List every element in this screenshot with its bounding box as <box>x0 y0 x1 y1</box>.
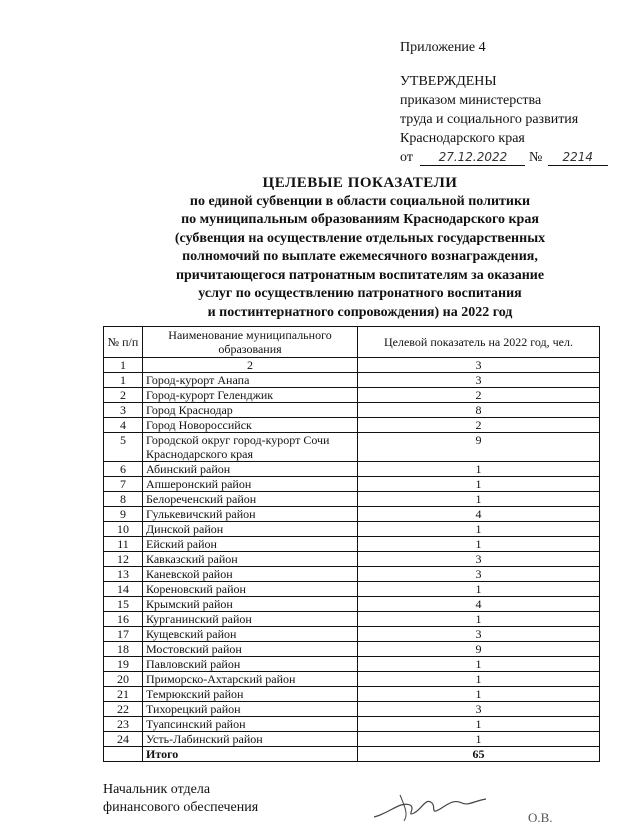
table-row <box>104 657 600 672</box>
municipality-name: Темрюкский район <box>143 687 358 702</box>
table-row <box>104 492 600 507</box>
municipality-name: Усть-Лабинский район <box>143 732 358 747</box>
target-value: 2 <box>358 388 600 403</box>
table-row <box>104 403 600 418</box>
target-value: 3 <box>358 373 600 388</box>
table-row <box>104 552 600 567</box>
row-number: 18 <box>104 642 143 657</box>
header-name: Наименование муниципального образования <box>143 327 358 358</box>
row-number: 3 <box>104 403 143 418</box>
document-heading <box>80 174 640 322</box>
target-value: 4 <box>358 597 600 612</box>
municipality-name: Город-курорт Геленджик <box>143 388 358 403</box>
column-number: 3 <box>358 358 600 373</box>
target-value: 1 <box>358 582 600 597</box>
approved-label: УТВЕРЖДЕНЫ <box>400 74 497 89</box>
table-row <box>104 702 600 717</box>
municipality-name: Городской округ город-курорт Сочи Краснодарского края <box>143 433 358 462</box>
row-number: 13 <box>104 567 143 582</box>
signatory-block <box>103 781 258 817</box>
municipality-name: Кореновский район <box>143 582 358 597</box>
table-row <box>104 567 600 582</box>
municipality-name: Город Новороссийск <box>143 418 358 433</box>
municipality-name: Кущевский район <box>143 627 358 642</box>
municipality-name: Город Краснодар <box>143 403 358 418</box>
table-row <box>104 433 600 462</box>
heading-line: и постинтернатного сопровождения) на 2022 год <box>207 304 513 320</box>
table-row <box>104 477 600 492</box>
target-value: 1 <box>358 687 600 702</box>
target-value: 1 <box>358 732 600 747</box>
row-number: 16 <box>104 612 143 627</box>
heading-line: причитающегося патронатным воспитателям за оказание <box>175 267 545 283</box>
municipality-name: Туапсинский район <box>143 717 358 732</box>
municipality-name: Каневской район <box>143 567 358 582</box>
municipality-name: Кавказский район <box>143 552 358 567</box>
header-value: Целевой показатель на 2022 год, чел. <box>358 327 600 358</box>
row-number: 24 <box>104 732 143 747</box>
municipality-name: Гулькевичский район <box>143 507 358 522</box>
row-number: 2 <box>104 388 143 403</box>
target-value: 1 <box>358 717 600 732</box>
column-numbers-row <box>104 358 600 373</box>
target-value: 1 <box>358 462 600 477</box>
table-row <box>104 612 600 627</box>
table-header-row <box>104 327 600 358</box>
municipality-name: Павловский район <box>143 657 358 672</box>
total-value: 65 <box>358 747 600 762</box>
row-number: 21 <box>104 687 143 702</box>
municipality-name: Апшеронский район <box>143 477 358 492</box>
signatory-line-2: финансового обеспечения <box>103 800 259 815</box>
row-number: 12 <box>104 552 143 567</box>
target-value: 3 <box>358 567 600 582</box>
row-number: 1 <box>104 373 143 388</box>
row-number: 7 <box>104 477 143 492</box>
municipality-name: Ейский район <box>143 537 358 552</box>
target-value: 1 <box>358 477 600 492</box>
table-row <box>104 522 600 537</box>
row-number: 6 <box>104 462 143 477</box>
target-value: 4 <box>358 507 600 522</box>
municipality-name: Крымский район <box>143 597 358 612</box>
heading-line: услуг по осуществлению патронатного воспитания <box>198 286 522 301</box>
approval-block <box>400 38 608 167</box>
row-number: 11 <box>104 537 143 552</box>
target-value: 1 <box>358 522 600 537</box>
heading-line: (субвенция на осуществление отдельных государственных <box>174 230 546 246</box>
municipality-name: Тихорецкий район <box>143 702 358 717</box>
table-row <box>104 597 600 612</box>
municipality-name: Мостовский район <box>143 642 358 657</box>
targets-table <box>103 326 600 762</box>
target-value: 1 <box>358 672 600 687</box>
date-prefix: от <box>400 150 413 165</box>
target-value: 1 <box>358 612 600 627</box>
table-row <box>104 627 600 642</box>
approval-line-3: Краснодарского края <box>400 131 525 146</box>
row-number: 17 <box>104 627 143 642</box>
table-row <box>104 507 600 522</box>
row-number: 8 <box>104 492 143 507</box>
heading-line: по единой субвенции в области социальной политики <box>189 193 531 209</box>
target-value: 8 <box>358 403 600 418</box>
heading-line: по муниципальным образованиям Краснодарского края <box>181 212 539 227</box>
order-date-number <box>400 148 608 167</box>
approval-line-2: труда и социального развития <box>400 112 579 127</box>
target-value: 3 <box>358 627 600 642</box>
row-number: 10 <box>104 522 143 537</box>
target-value: 3 <box>358 702 600 717</box>
row-number: 15 <box>104 597 143 612</box>
signatory-initials: О.В. <box>528 810 553 825</box>
municipality-name: Белореченский район <box>143 492 358 507</box>
table-row <box>104 582 600 597</box>
target-value: 3 <box>358 552 600 567</box>
table-row <box>104 687 600 702</box>
row-number: 9 <box>104 507 143 522</box>
total-label: Итого <box>143 747 358 762</box>
column-number: 2 <box>143 358 358 373</box>
table-row <box>104 418 600 433</box>
header-num: № п/п <box>104 327 143 358</box>
table-row <box>104 672 600 687</box>
appendix-label: Приложение 4 <box>400 40 486 55</box>
municipality-name: Курганинский район <box>143 612 358 627</box>
table-row <box>104 732 600 747</box>
municipality-name: Абинский район <box>143 462 358 477</box>
municipality-name: Динской район <box>143 522 358 537</box>
signatory-line-1: Начальник отдела <box>103 782 211 797</box>
row-number: 4 <box>104 418 143 433</box>
row-number: 14 <box>104 582 143 597</box>
target-value: 9 <box>358 642 600 657</box>
document-title: ЦЕЛЕВЫЕ ПОКАЗАТЕЛИ <box>262 175 458 191</box>
table-row <box>104 388 600 403</box>
number-prefix: № <box>528 150 543 165</box>
heading-line: полномочий по выплате ежемесячного вознаграждения, <box>182 249 538 264</box>
column-number: 1 <box>104 358 143 373</box>
row-number: 20 <box>104 672 143 687</box>
target-value: 1 <box>358 657 600 672</box>
row-number: 19 <box>104 657 143 672</box>
table-row <box>104 642 600 657</box>
order-date: 27.12.2022 <box>420 150 525 166</box>
table-row <box>104 717 600 732</box>
total-row <box>104 747 600 762</box>
target-value: 9 <box>358 433 600 462</box>
target-value: 1 <box>358 537 600 552</box>
row-number: 23 <box>104 717 143 732</box>
municipality-name: Приморско-Ахтарский район <box>143 672 358 687</box>
municipality-name: Город-курорт Анапа <box>143 373 358 388</box>
table-row <box>104 462 600 477</box>
row-number: 22 <box>104 702 143 717</box>
target-value: 1 <box>358 492 600 507</box>
approval-line-1: приказом министерства <box>400 93 542 108</box>
table-row <box>104 373 600 388</box>
table-row <box>104 537 600 552</box>
row-number: 5 <box>104 433 143 462</box>
handwritten-signature <box>370 787 490 823</box>
target-value: 2 <box>358 418 600 433</box>
order-number: 2214 <box>548 150 608 166</box>
